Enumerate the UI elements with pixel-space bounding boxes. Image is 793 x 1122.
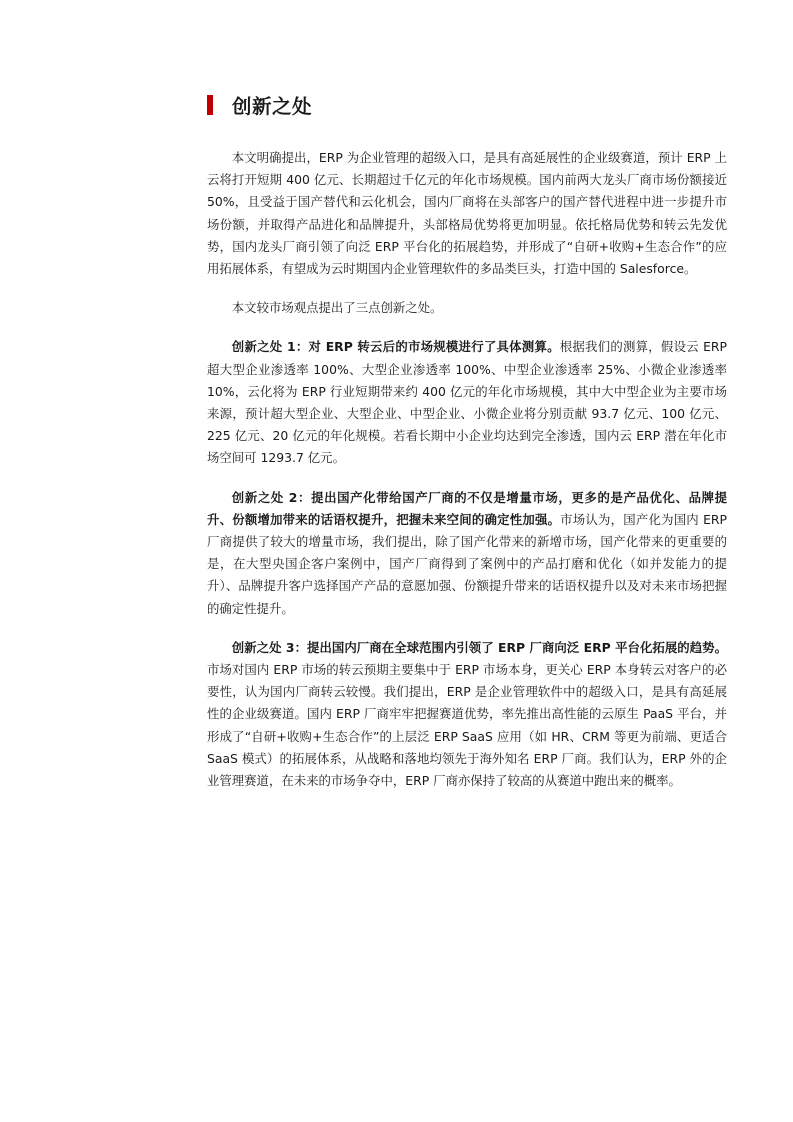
section-heading [207, 90, 312, 120]
point1-body: 根据我们的测算，假设云 ERP 超大型企业渗透率 100%、大型企业渗透率 100%、中型企业渗透率 25%、小微企业渗透率 10%，云化将为 ERP 行业短期带来约 400 亿元的年化市场规模，其中大中型企业为主要市场来源，预计超大型企业、大型企业、中型企业、小微企业将分别贡献 93.7 亿元、100 亿元、225 亿元、20 亿元的年化规模。若看长期中小企业均达到完全渗透，国内云 ERP 潜在年化市场空间可 1293.7 亿元。 [207, 339, 727, 466]
summary-text: 本文较市场观点提出了三点创新之处。 [231, 300, 443, 316]
section-title: 创新之处 [232, 95, 313, 118]
point1-lead: 创新之处 1：对 ERP 转云后的市场规模进行了具体测算。 [231, 339, 560, 355]
point3-lead: 创新之处 3：提出国内厂商在全球范围内引领了 ERP 厂商向泛 ERP 平台化拓展的趋势。 [231, 639, 727, 655]
innovation-point-3 [207, 637, 727, 792]
heading-accent-bar [207, 95, 213, 115]
point3-body: 市场对国内 ERP 市场的转云预期主要集中于 ERP 市场本身，更关心 ERP 本身转云对客户的必要性，认为国内厂商转云较慢。我们提出，ERP 是企业管理软件中的超级入口，是具有高延展性的企业级赛道。国内 ERP 厂商牢牢把握赛道优势，率先推出高性能的云原生 PaaS 平台，并形成了“自研+收购+生态合作”的上层泛 ERP SaaS 应用（如 HR、CRM 等更为前端、更适合 SaaS 模式）的拓展体系，从战略和落地均领先于海外知名 ERP 厂商。我们认为，ERP 外的企业管理赛道，在未来的市场争夺中，ERP 厂商亦保持了较高的从赛道中跑出来的概率。 [207, 662, 727, 789]
intro-text: 本文明确提出，ERP 为企业管理的超级入口，是具有高延展性的企业级赛道，预计 ERP 上云将打开短期 400 亿元、长期超过千亿元的年化市场规模。国内前两大龙头厂商市场份额接近 50%，且受益于国产替代和云化机会，国内厂商将在头部客户的国产替代进程中进一步提升市场份额，并取得产品进化和品牌提升，头部格局优势将更加明显。依托格局优势和转云先发优势，国内龙头厂商引领了向泛 ERP 平台化的拓展趋势，并形成了“自研+收购+生态合作”的应用拓展体系，有望成为云时期国内企业管理软件的多品类巨头，打造中国的 Salesforce。 [207, 150, 727, 277]
point2-lead: 创新之处 2：提出国产化带给国产厂商的不仅是增量市场，更多的是产品优化、品牌提升、份额增加带来的话语权提升，把握未来空间的确定性加强。 [207, 489, 727, 527]
summary-paragraph [207, 297, 727, 319]
innovation-point-1 [207, 336, 727, 469]
intro-paragraph [207, 147, 727, 280]
point2-body: 市场认为，国产化为国内 ERP 厂商提供了较大的增量市场，我们提出，除了国产化带来的新增市场，国产化带来的更重要的是，在大型央国企客户案例中，国产厂商得到了案例中的产品打磨和优化（如并发能力的提升）、品牌提升客户选择国产产品的意愿加强、份额提升带来的话语权提升以及对未来市场把握的确定性提升。 [207, 511, 727, 616]
innovation-point-2 [207, 487, 727, 620]
body-content [207, 147, 727, 809]
